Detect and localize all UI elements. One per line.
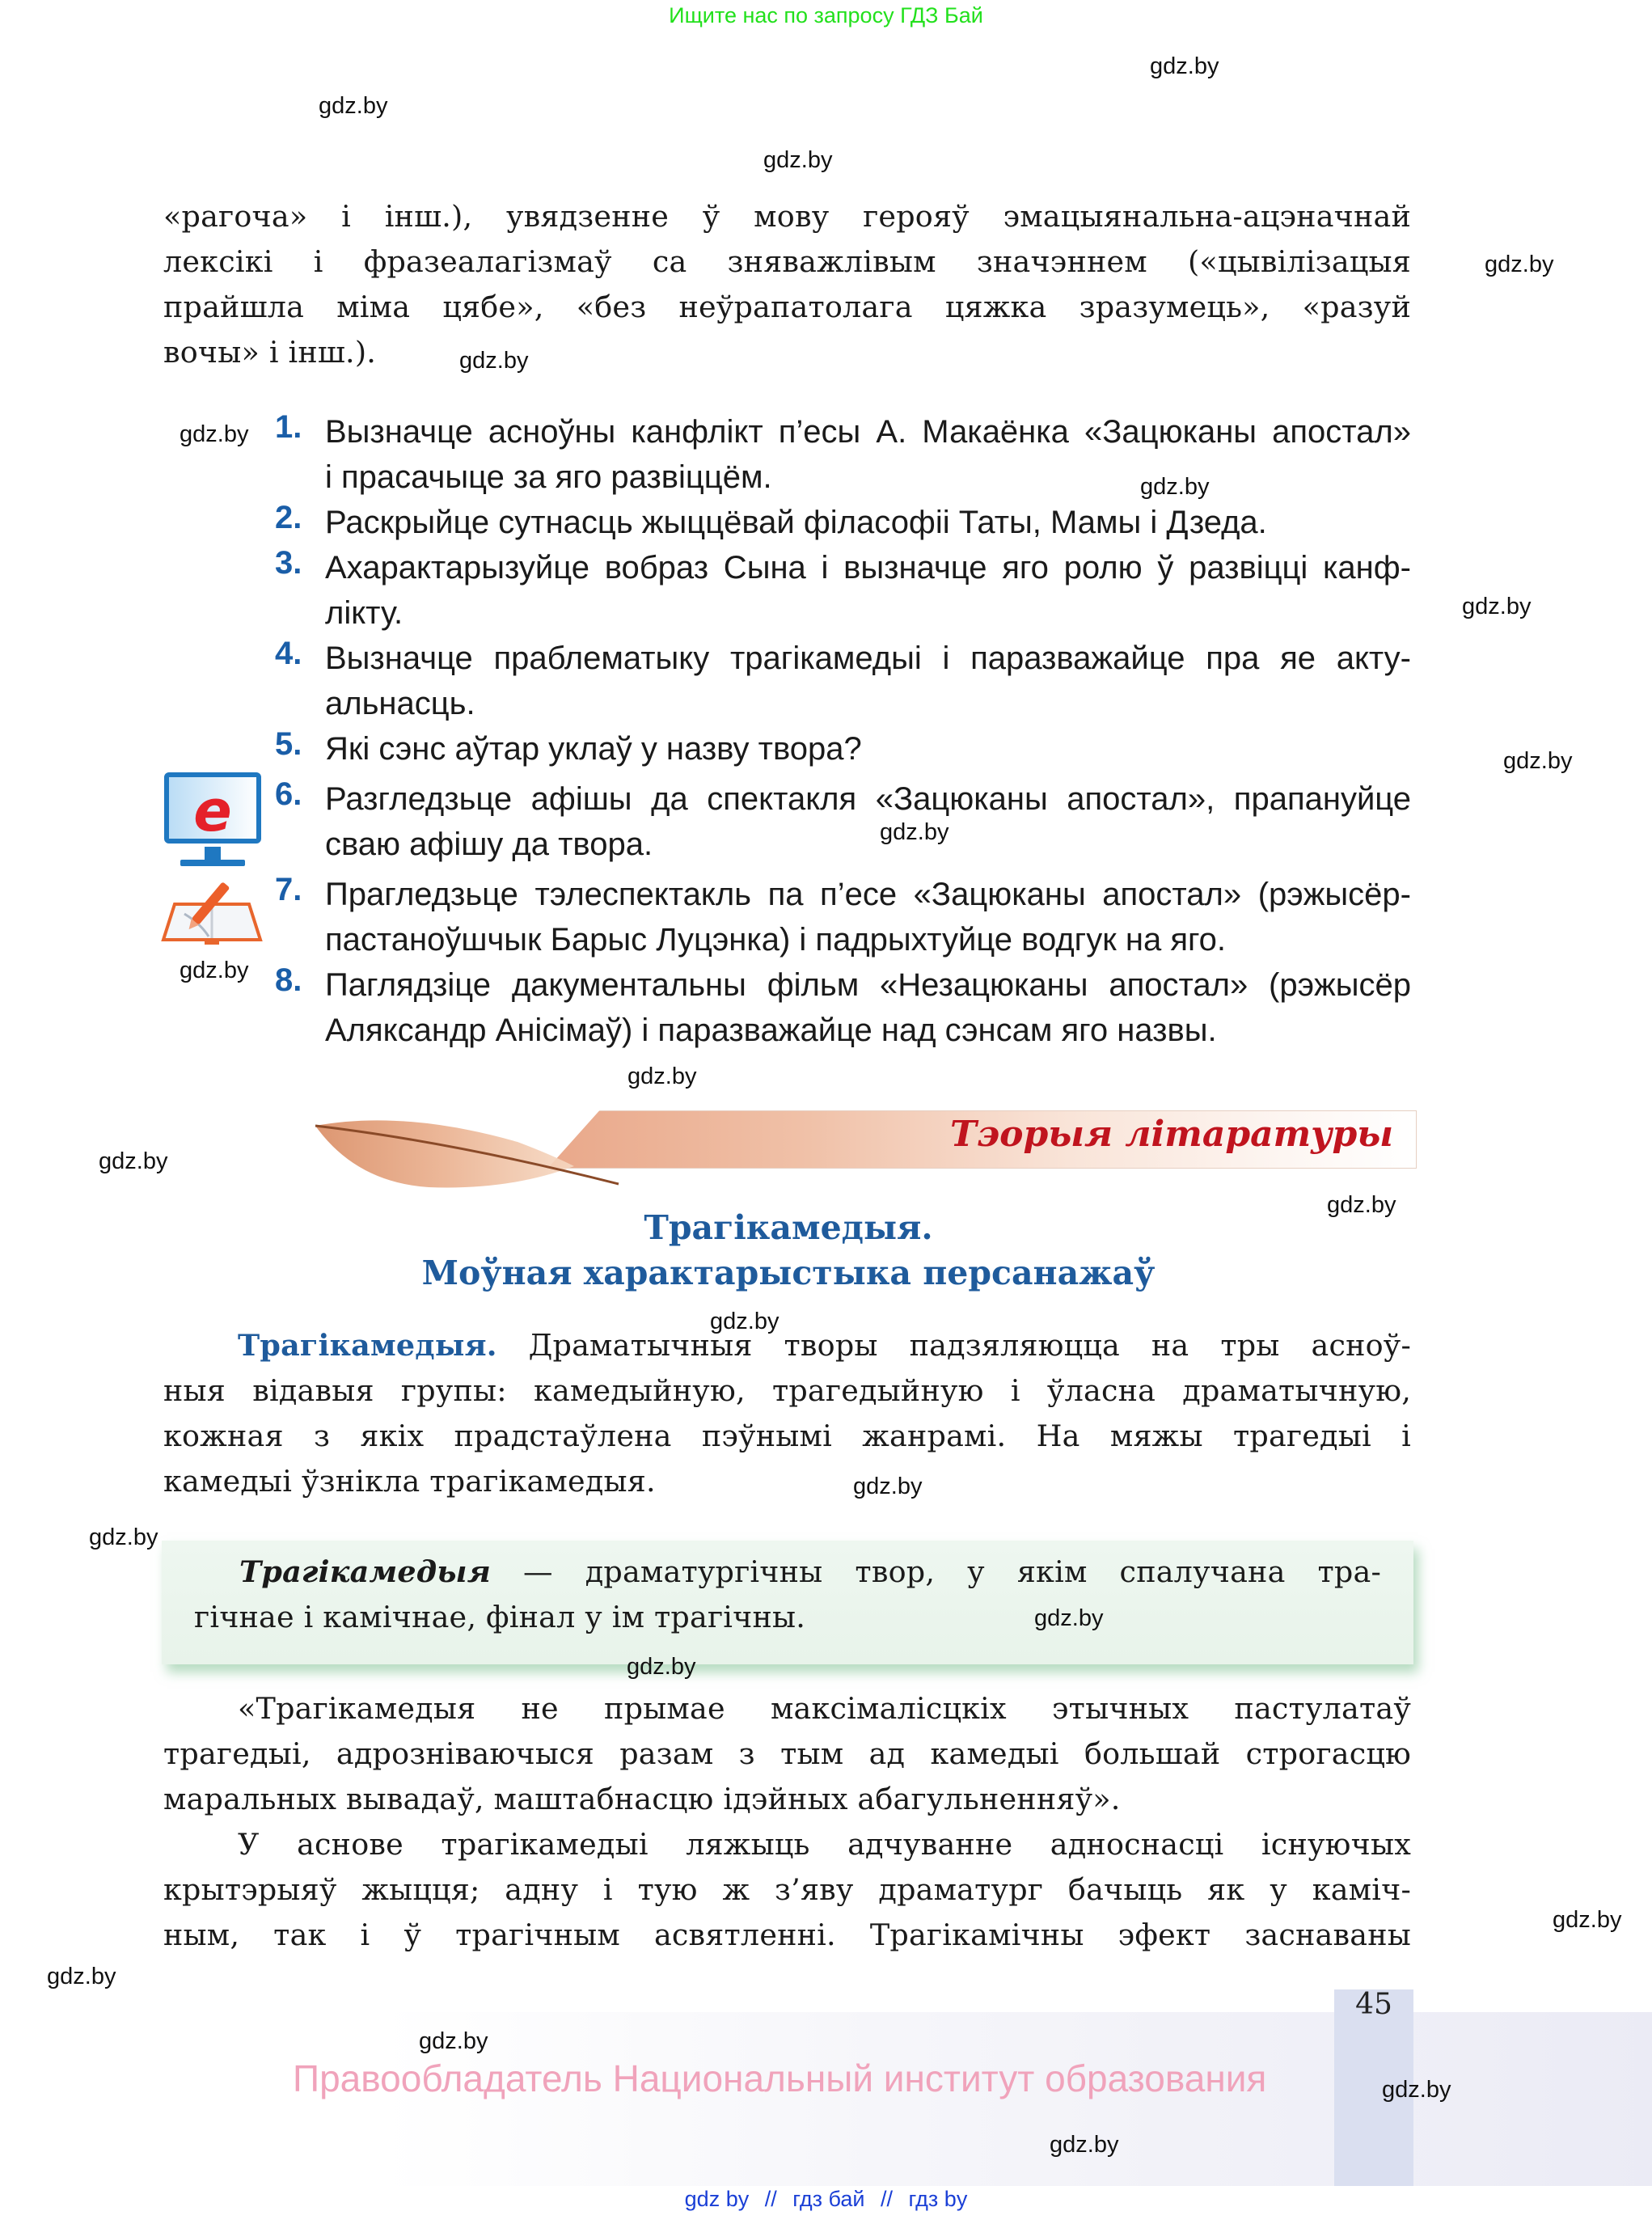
item-text: Вызначце асноўны канфлікт п’есы А. Макаёнка «Зацюканы апостал» (325, 414, 1411, 450)
intro-paragraph (163, 1323, 1411, 1504)
questions-list (275, 409, 1411, 1053)
watermark: gdz.by (1050, 2132, 1119, 2158)
footer-link-gdz-by[interactable]: gdz by (684, 2187, 750, 2211)
text-line: «Трагікамедыя не прымае максімалісцкіх этычных пастулатаў (238, 1691, 1411, 1726)
list-item (275, 409, 1411, 500)
watermark: gdz.by (710, 1309, 780, 1334)
term-highlight: Трагікамедыя. (238, 1328, 497, 1363)
list-item (275, 776, 1411, 867)
svg-text:e: e (193, 778, 232, 844)
watermark: gdz.by (1553, 1907, 1622, 1933)
item-number: 2. (275, 500, 302, 535)
item-text: Прагледзьце тэлеспектакль па п’есе «Зацюканы апостал» (рэжысёр- (325, 877, 1411, 912)
top-search-banner: Ищите нас по запросу ГДЗ Бай (669, 3, 983, 27)
book-pencil-icon (160, 882, 264, 945)
watermark: gdz.by (180, 421, 249, 447)
watermark: gdz.by (99, 1148, 168, 1174)
text-line: трагедыі, адрозніваючыся разам з тым ад камедыі большай строгасцю (163, 1736, 1411, 1771)
list-item (275, 962, 1411, 1053)
list-item (275, 872, 1411, 962)
item-text: альнасць. (325, 686, 475, 721)
watermark: gdz.by (419, 2028, 488, 2054)
footer-separator: // (764, 2187, 777, 2211)
item-text: Паглядзіце дакументальны фільм «Незацюканы апостал» (рэжысёр (325, 967, 1411, 1003)
item-number: 4. (275, 636, 302, 671)
item-text: Раскрыйце сутнасць жыццёвай філасофіі Таты, Мамы і Дзеда. (325, 505, 1267, 540)
e-monitor-icon (164, 772, 261, 869)
text-line: вочы» і інш.). (163, 335, 377, 370)
text-line: «рагоча» і інш.), увядзенне ў мову герояў эмацыянальна-ацэначнай (163, 199, 1411, 234)
page-number: 45 (1355, 1988, 1392, 2021)
item-number: 5. (275, 726, 302, 762)
text-line: камедыі ўзнікла трагікамедыя. (163, 1464, 656, 1499)
item-number: 7. (275, 872, 302, 907)
item-text: Аляксандр Анісімаў) і паразважайце над сэнсам яго назвы. (325, 1013, 1217, 1048)
watermark: gdz.by (319, 93, 388, 119)
text-line: прайшла міма цябе», «без неўрапатолага цяжка зразумець», «разуй (163, 290, 1411, 324)
text-line: гічнае і камічнае, фінал у ім трагічны. (194, 1600, 806, 1634)
watermark: gdz.by (627, 1063, 697, 1089)
watermark: gdz.by (880, 819, 949, 845)
section-heading-line1: Трагікамедыя. (644, 1208, 933, 1247)
watermark: gdz.by (763, 147, 833, 173)
watermark: gdz.by (89, 1524, 158, 1550)
watermark: gdz.by (180, 958, 249, 983)
section-heading-line2: Моўная характарыстыка персанажаў (421, 1254, 1156, 1292)
item-number: 6. (275, 776, 302, 812)
section-banner-title: Тэорыя літаратуры (950, 1114, 1394, 1155)
text-line: У аснове трагікамедыі ляжыць адчуванне адноснасці існуючых (238, 1827, 1411, 1862)
watermark: gdz.by (459, 348, 529, 374)
definition-term: Трагікамедыя (239, 1554, 491, 1589)
text-line: ныя відавыя групы: камедыйную, трагедыйную і ўласна драматычную, (163, 1373, 1411, 1408)
text-line: лексікі і фразеалагізмаў са зняважлівым значэннем («цывілізацыя (163, 244, 1411, 279)
item-number: 1. (275, 409, 302, 445)
item-text: сваю афішу да твора. (325, 827, 653, 862)
text-line: крытэрыяў жыцця; адну і тую ж з’яву драматург бачыць як у каміч- (163, 1872, 1411, 1907)
item-text: Разгледзьце афішы да спектакля «Зацюканы апостал», прапануйце (325, 781, 1411, 817)
watermark: gdz.by (1485, 252, 1554, 277)
watermark: gdz.by (1503, 748, 1573, 774)
list-item (275, 726, 1411, 772)
watermark: gdz.by (47, 1964, 116, 1989)
footer-link-gdz-bai[interactable]: гдз бай (792, 2187, 865, 2211)
list-item (275, 636, 1411, 726)
watermark: gdz.by (627, 1654, 696, 1680)
item-number: 3. (275, 545, 302, 581)
item-text: лікту. (325, 595, 403, 631)
item-text: Вызначце праблематыку трагікамедыі і паразважайце пра яе акту- (325, 641, 1411, 676)
list-item (275, 545, 1411, 636)
item-text: пастаноўшчык Барыс Луцэнка) і падрыхтуйце водгук на яго. (325, 922, 1227, 958)
watermark: gdz.by (853, 1474, 923, 1499)
text-span: — драматургічны твор, у якім спалучана тра- (490, 1554, 1381, 1589)
footer-separator: // (881, 2187, 894, 2211)
text-line: кожная з якіх прадстаўлена пэўнымі жанрамі. На мяжы трагедыі і (163, 1419, 1411, 1453)
footer-link-gdz-by-cyr[interactable]: гдз by (908, 2187, 968, 2211)
watermark: gdz.by (1462, 594, 1532, 619)
watermark: gdz.by (1034, 1605, 1104, 1631)
footer-links (0, 2187, 1652, 2212)
text-line: ным, так і ў трагічным асвятленні. Трагікамічны эфект заснаваны (163, 1917, 1411, 1952)
watermark: gdz.by (1382, 2077, 1451, 2103)
feather-icon (307, 1110, 623, 1190)
watermark: gdz.by (1150, 53, 1219, 79)
definition-text (194, 1550, 1381, 1640)
copyright-notice: Правообладатель Национальный институт образования (293, 2057, 1267, 2099)
text-line (163, 1323, 1411, 1368)
text-span: Драматычныя творы падзяляюцца на тры асноў- (496, 1328, 1411, 1363)
item-text: Які сэнс аўтар уклаў у назву твора? (325, 731, 862, 767)
continuation-paragraph (163, 194, 1411, 375)
text-line (194, 1550, 1381, 1595)
watermark: gdz.by (1140, 474, 1210, 500)
item-text: і прасачыце за яго развіццём. (325, 459, 772, 495)
item-number: 8. (275, 962, 302, 998)
list-item (275, 500, 1411, 545)
text-line: маральных вывадаў, маштабнасцю ідэйных абагульненняў». (163, 1782, 1121, 1816)
watermark: gdz.by (1327, 1192, 1396, 1218)
quote-paragraph (163, 1686, 1411, 1958)
item-text: Ахарактарызуйце вобраз Сына і вызначце яго ролю ў развіцці канф- (325, 550, 1411, 586)
